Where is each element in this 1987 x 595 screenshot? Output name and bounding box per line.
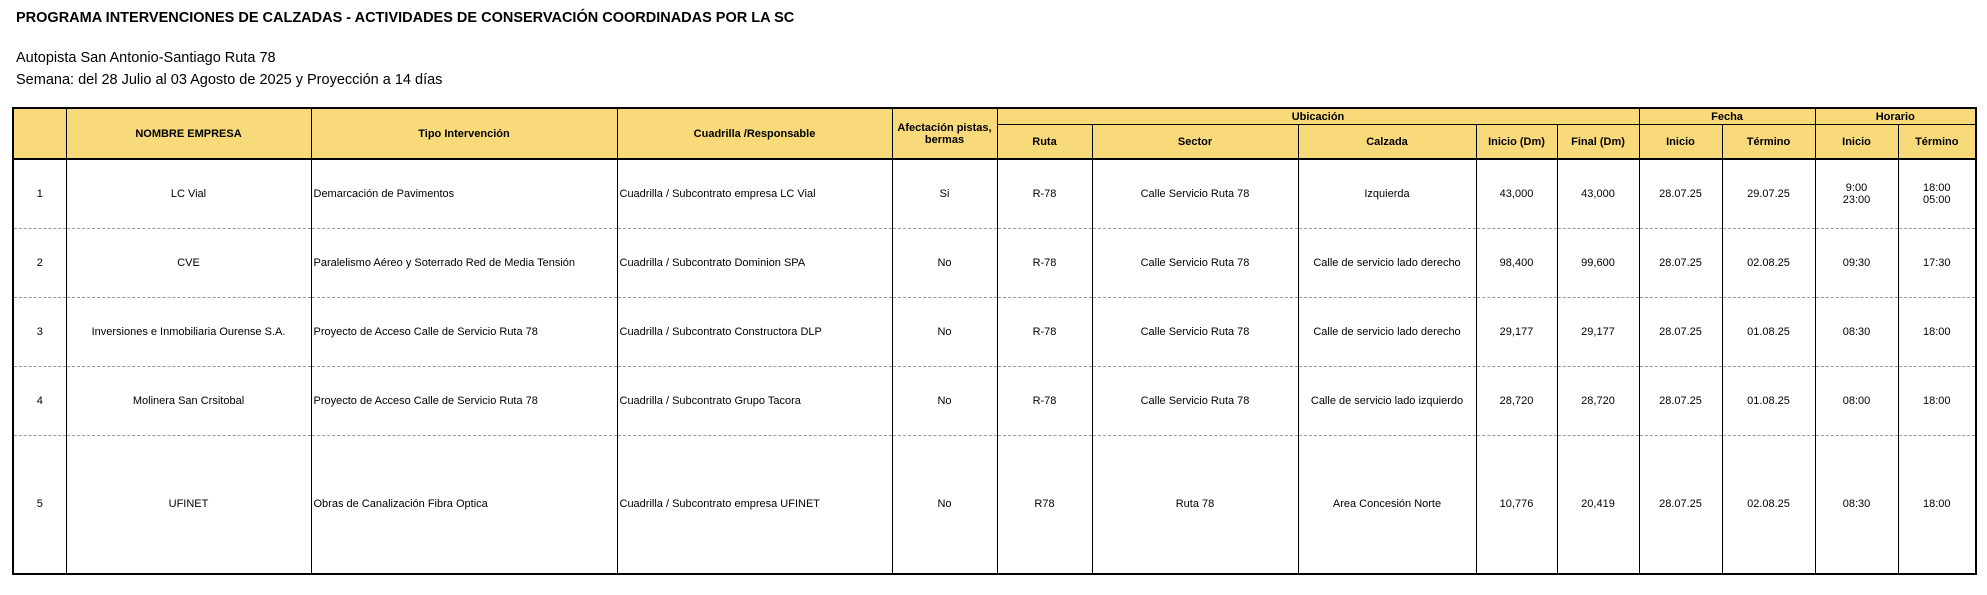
highway-subtitle: Autopista San Antonio-Santiago Ruta 78 xyxy=(16,50,276,66)
cell-cuadrilla: Cuadrilla / Subcontrato Grupo Tacora xyxy=(617,366,892,435)
page-title: PROGRAMA INTERVENCIONES DE CALZADAS - ACTIVIDADES DE CONSERVACIÓN COORDINADAS POR LA SC xyxy=(16,10,795,26)
cell-final-dm: 28,720 xyxy=(1557,366,1639,435)
cell-fecha-inicio: 28.07.25 xyxy=(1639,366,1722,435)
cell-fecha-inicio: 28.07.25 xyxy=(1639,297,1722,366)
cell-tipo: Proyecto de Acceso Calle de Servicio Ruta 78 xyxy=(311,297,617,366)
col-ruta-header: Ruta xyxy=(997,125,1092,160)
cell-num: 5 xyxy=(13,435,66,574)
cell-cuadrilla: Cuadrilla / Subcontrato empresa UFINET xyxy=(617,435,892,574)
cell-final-dm: 20,419 xyxy=(1557,435,1639,574)
cell-hora-inicio: 08:30 xyxy=(1815,297,1898,366)
col-sector-header: Sector xyxy=(1092,125,1298,160)
cell-hora-termino: 18:00 xyxy=(1898,366,1976,435)
cell-fecha-termino: 29.07.25 xyxy=(1722,159,1815,228)
col-fecha-inicio-header: Inicio xyxy=(1639,125,1722,160)
cell-afectacion: No xyxy=(892,435,997,574)
cell-fecha-termino: 02.08.25 xyxy=(1722,435,1815,574)
table-row xyxy=(13,366,1976,435)
cell-calzada: Calle de servicio lado derecho xyxy=(1298,228,1476,297)
cell-hora-inicio xyxy=(1815,159,1898,228)
cell-cuadrilla: Cuadrilla / Subcontrato Constructora DLP xyxy=(617,297,892,366)
cell-cuadrilla: Cuadrilla / Subcontrato Dominion SPA xyxy=(617,228,892,297)
cell-hora-termino: 18:00 xyxy=(1898,435,1976,574)
cell-inicio-dm: 28,720 xyxy=(1476,366,1557,435)
cell-fecha-inicio: 28.07.25 xyxy=(1639,435,1722,574)
cell-fecha-termino: 01.08.25 xyxy=(1722,297,1815,366)
cell-ruta: R-78 xyxy=(997,297,1092,366)
cell-hora-termino: 17:30 xyxy=(1898,228,1976,297)
cell-sector: Ruta 78 xyxy=(1092,435,1298,574)
cell-ruta: R78 xyxy=(997,435,1092,574)
cell-final-dm: 29,177 xyxy=(1557,297,1639,366)
col-hora-termino-header: Término xyxy=(1898,125,1976,160)
group-horario-header: Horario xyxy=(1815,108,1976,125)
hora-inicio-line-2: 23:00 xyxy=(1842,193,1871,206)
cell-num: 1 xyxy=(13,159,66,228)
cell-calzada: Area Concesión Norte xyxy=(1298,435,1476,574)
table-row xyxy=(13,228,1976,297)
cell-inicio-dm: 29,177 xyxy=(1476,297,1557,366)
cell-fecha-termino: 02.08.25 xyxy=(1722,228,1815,297)
cell-tipo: Demarcación de Pavimentos xyxy=(311,159,617,228)
cell-num: 4 xyxy=(13,366,66,435)
col-afectacion-header: Afectación pistas, bermas xyxy=(892,108,997,159)
interventions-table xyxy=(12,107,1977,575)
cell-afectacion: No xyxy=(892,297,997,366)
cell-empresa: Inversiones e Inmobiliaria Ourense S.A. xyxy=(66,297,311,366)
cell-fecha-inicio: 28.07.25 xyxy=(1639,228,1722,297)
cell-calzada: Calle de servicio lado izquierdo xyxy=(1298,366,1476,435)
cell-ruta: R-78 xyxy=(997,228,1092,297)
table-row xyxy=(13,159,1976,228)
cell-num: 3 xyxy=(13,297,66,366)
hora-inicio-line-1: 9:00 xyxy=(1845,181,1868,194)
table-row xyxy=(13,297,1976,366)
col-calzada-header: Calzada xyxy=(1298,125,1476,160)
cell-empresa: UFINET xyxy=(66,435,311,574)
cell-hora-termino: 18:00 xyxy=(1898,297,1976,366)
cell-inicio-dm: 43,000 xyxy=(1476,159,1557,228)
cell-sector: Calle Servicio Ruta 78 xyxy=(1092,159,1298,228)
cell-calzada: Calle de servicio lado derecho xyxy=(1298,297,1476,366)
col-cuadrilla-header: Cuadrilla /Responsable xyxy=(617,108,892,159)
cell-sector: Calle Servicio Ruta 78 xyxy=(1092,297,1298,366)
cell-afectacion: Si xyxy=(892,159,997,228)
col-empresa-header: NOMBRE EMPRESA xyxy=(66,108,311,159)
week-range: Semana: del 28 Julio al 03 Agosto de 2025 y Proyección a 14 días xyxy=(16,72,443,88)
cell-inicio-dm: 10,776 xyxy=(1476,435,1557,574)
cell-sector: Calle Servicio Ruta 78 xyxy=(1092,366,1298,435)
cell-empresa: Molinera San Crsitobal xyxy=(66,366,311,435)
col-fecha-termino-header: Término xyxy=(1722,125,1815,160)
col-final-dm-header: Final (Dm) xyxy=(1557,125,1639,160)
cell-hora-termino xyxy=(1898,159,1976,228)
cell-afectacion: No xyxy=(892,228,997,297)
col-num-header xyxy=(13,108,66,159)
cell-cuadrilla: Cuadrilla / Subcontrato empresa LC Vial xyxy=(617,159,892,228)
cell-empresa: CVE xyxy=(66,228,311,297)
cell-tipo: Paralelismo Aéreo y Soterrado Red de Media Tensión xyxy=(311,228,617,297)
cell-fecha-inicio: 28.07.25 xyxy=(1639,159,1722,228)
cell-ruta: R-78 xyxy=(997,159,1092,228)
cell-calzada: Izquierda xyxy=(1298,159,1476,228)
cell-inicio-dm: 98,400 xyxy=(1476,228,1557,297)
cell-empresa: LC Vial xyxy=(66,159,311,228)
col-inicio-dm-header: Inicio (Dm) xyxy=(1476,125,1557,160)
group-ubicacion-header: Ubicación xyxy=(997,108,1639,125)
hora-termino-line-1: 18:00 xyxy=(1923,181,1951,194)
cell-afectacion: No xyxy=(892,366,997,435)
col-hora-inicio-header: Inicio xyxy=(1815,125,1898,160)
cell-num: 2 xyxy=(13,228,66,297)
table-row xyxy=(13,435,1976,574)
cell-hora-inicio: 09:30 xyxy=(1815,228,1898,297)
cell-tipo: Obras de Canalización Fibra Optica xyxy=(311,435,617,574)
hora-termino-line-2: 05:00 xyxy=(1923,193,1951,206)
group-fecha-header: Fecha xyxy=(1639,108,1815,125)
cell-fecha-termino: 01.08.25 xyxy=(1722,366,1815,435)
cell-final-dm: 43,000 xyxy=(1557,159,1639,228)
cell-tipo: Proyecto de Acceso Calle de Servicio Ruta 78 xyxy=(311,366,617,435)
cell-hora-inicio: 08:30 xyxy=(1815,435,1898,574)
cell-ruta: R-78 xyxy=(997,366,1092,435)
col-tipo-header: Tipo Intervención xyxy=(311,108,617,159)
cell-hora-inicio: 08:00 xyxy=(1815,366,1898,435)
cell-sector: Calle Servicio Ruta 78 xyxy=(1092,228,1298,297)
cell-final-dm: 99,600 xyxy=(1557,228,1639,297)
